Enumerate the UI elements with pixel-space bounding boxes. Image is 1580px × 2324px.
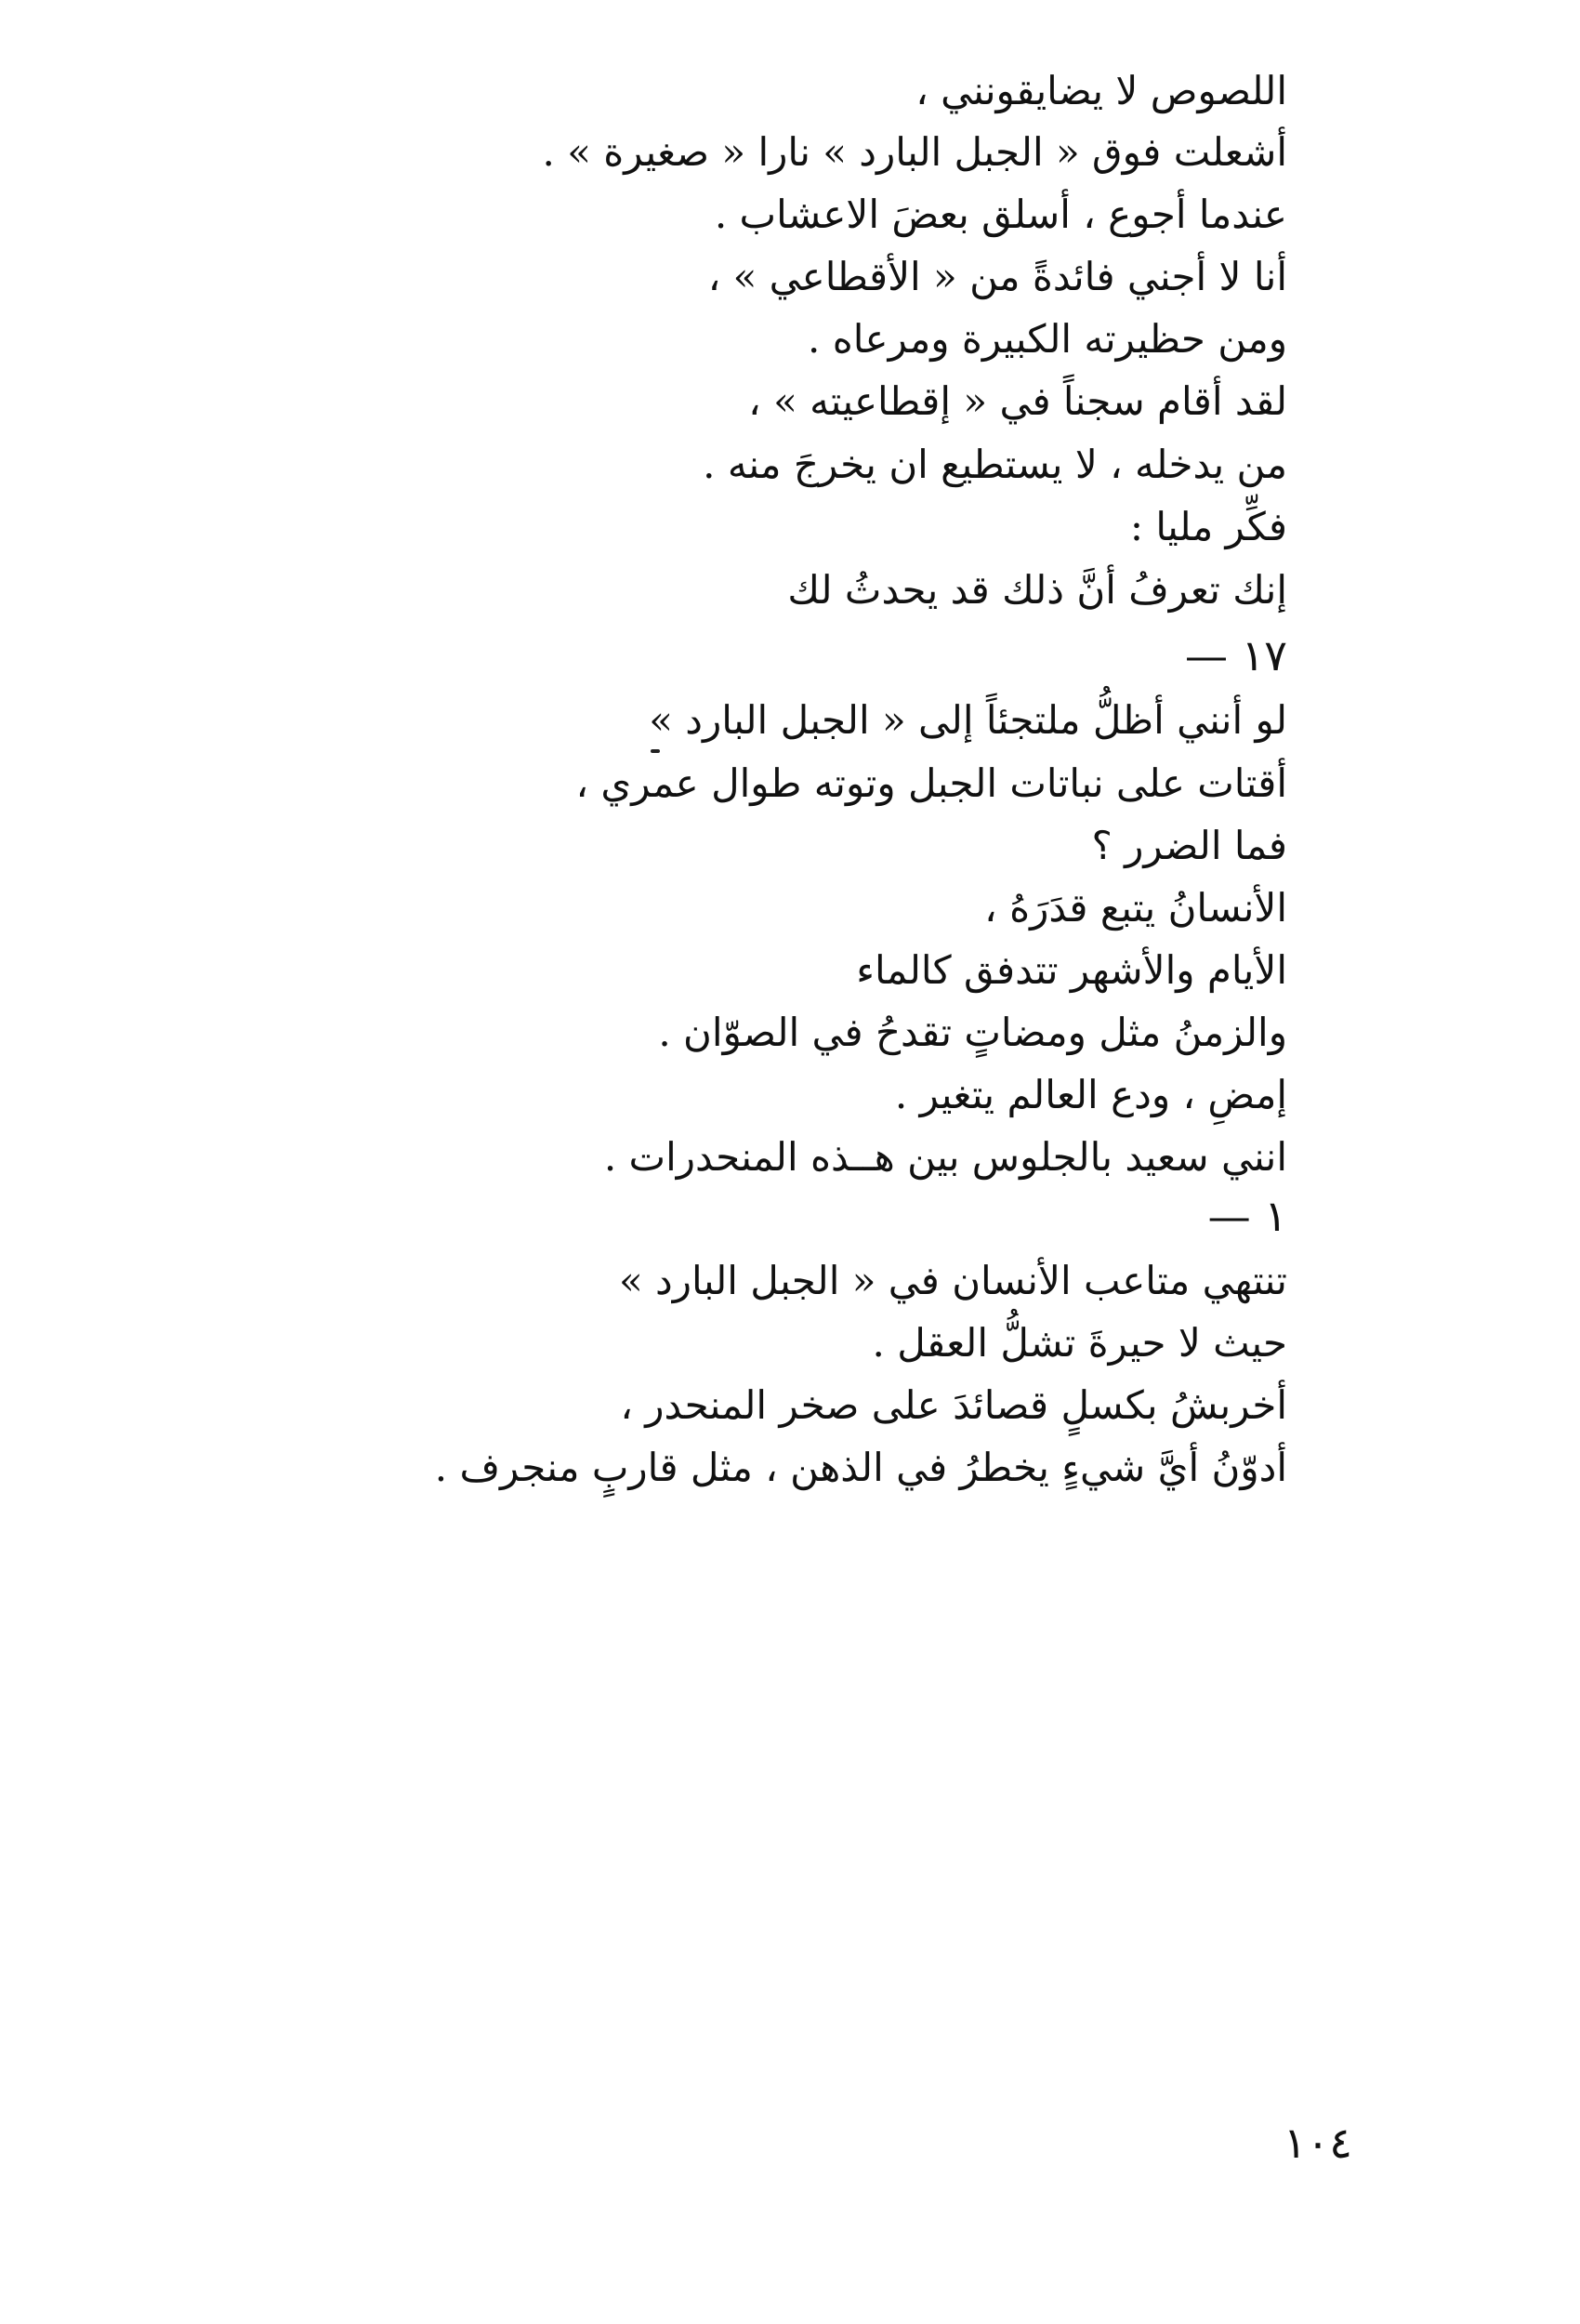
poem-line: إمضِ ، ودع العالم يتغير . [894, 1072, 1287, 1117]
section-number: ١٧ — [1184, 630, 1287, 680]
poem-line: إنك تعرفُ أنَّ ذلك قد يحدثُ لك [787, 567, 1287, 613]
poem-line: أقتات على نباتات الجبل وتوته طوال عمري ، [575, 760, 1287, 806]
poem-line: تنتهي متاعب الأنسان في « الجبل البارد » [618, 1258, 1287, 1303]
poem-line: فكِّر مليا : [1129, 504, 1287, 549]
section-number: ١ — [1207, 1191, 1287, 1241]
poem-line: فما الضرر ؟ [1091, 823, 1287, 868]
poem-line: لقد أقام سجناً في « إقطاعيته » ، [748, 378, 1287, 424]
poem-line: ومن حظيرته الكبيرة ومرعاه . [808, 316, 1287, 362]
poem-line: أنا لا أجني فائدةً من « الأقطاعي » ، [707, 254, 1287, 299]
poem-line: والزمنُ مثل ومضاتٍ تقدحُ في الصوّان . [658, 1010, 1287, 1055]
poem-line: أخربشُ بكسلٍ قصائدَ على صخر المنحدر ، [620, 1382, 1287, 1428]
poem-line: من يدخله ، لا يستطيع ان يخرجَ منه . [703, 442, 1287, 487]
poem-line: اللصوص لا يضايقونني ، [915, 68, 1287, 113]
poem-line: أدوّنُ أيَّ شيءٍ يخطرُ في الذهن ، مثل قاربٍ منجرف . [434, 1445, 1287, 1490]
poem-line: لو أنني أظلُّ ملتجئاً إلى « الجبل البارد » [649, 697, 1287, 743]
poem-line: انني سعيد بالجلوس بين هــذه المنحدرات . [603, 1134, 1287, 1180]
poem-line: عندما أجوع ، أسلق بعضَ الاعشاب . [714, 191, 1287, 237]
poem-line: أشعلت فوق « الجبل البارد » نارا « صغيرة » . [542, 129, 1287, 175]
poem-line: الأيام والأشهر تتدفق كالماء [856, 947, 1287, 993]
poem-line: حيث لا حيرةَ تشلُّ العقل . [872, 1320, 1287, 1366]
page-number: ١٠٤ [1283, 2118, 1352, 2168]
poem-line: الأنسانُ يتبع قدَرَهُ ، [984, 885, 1287, 931]
